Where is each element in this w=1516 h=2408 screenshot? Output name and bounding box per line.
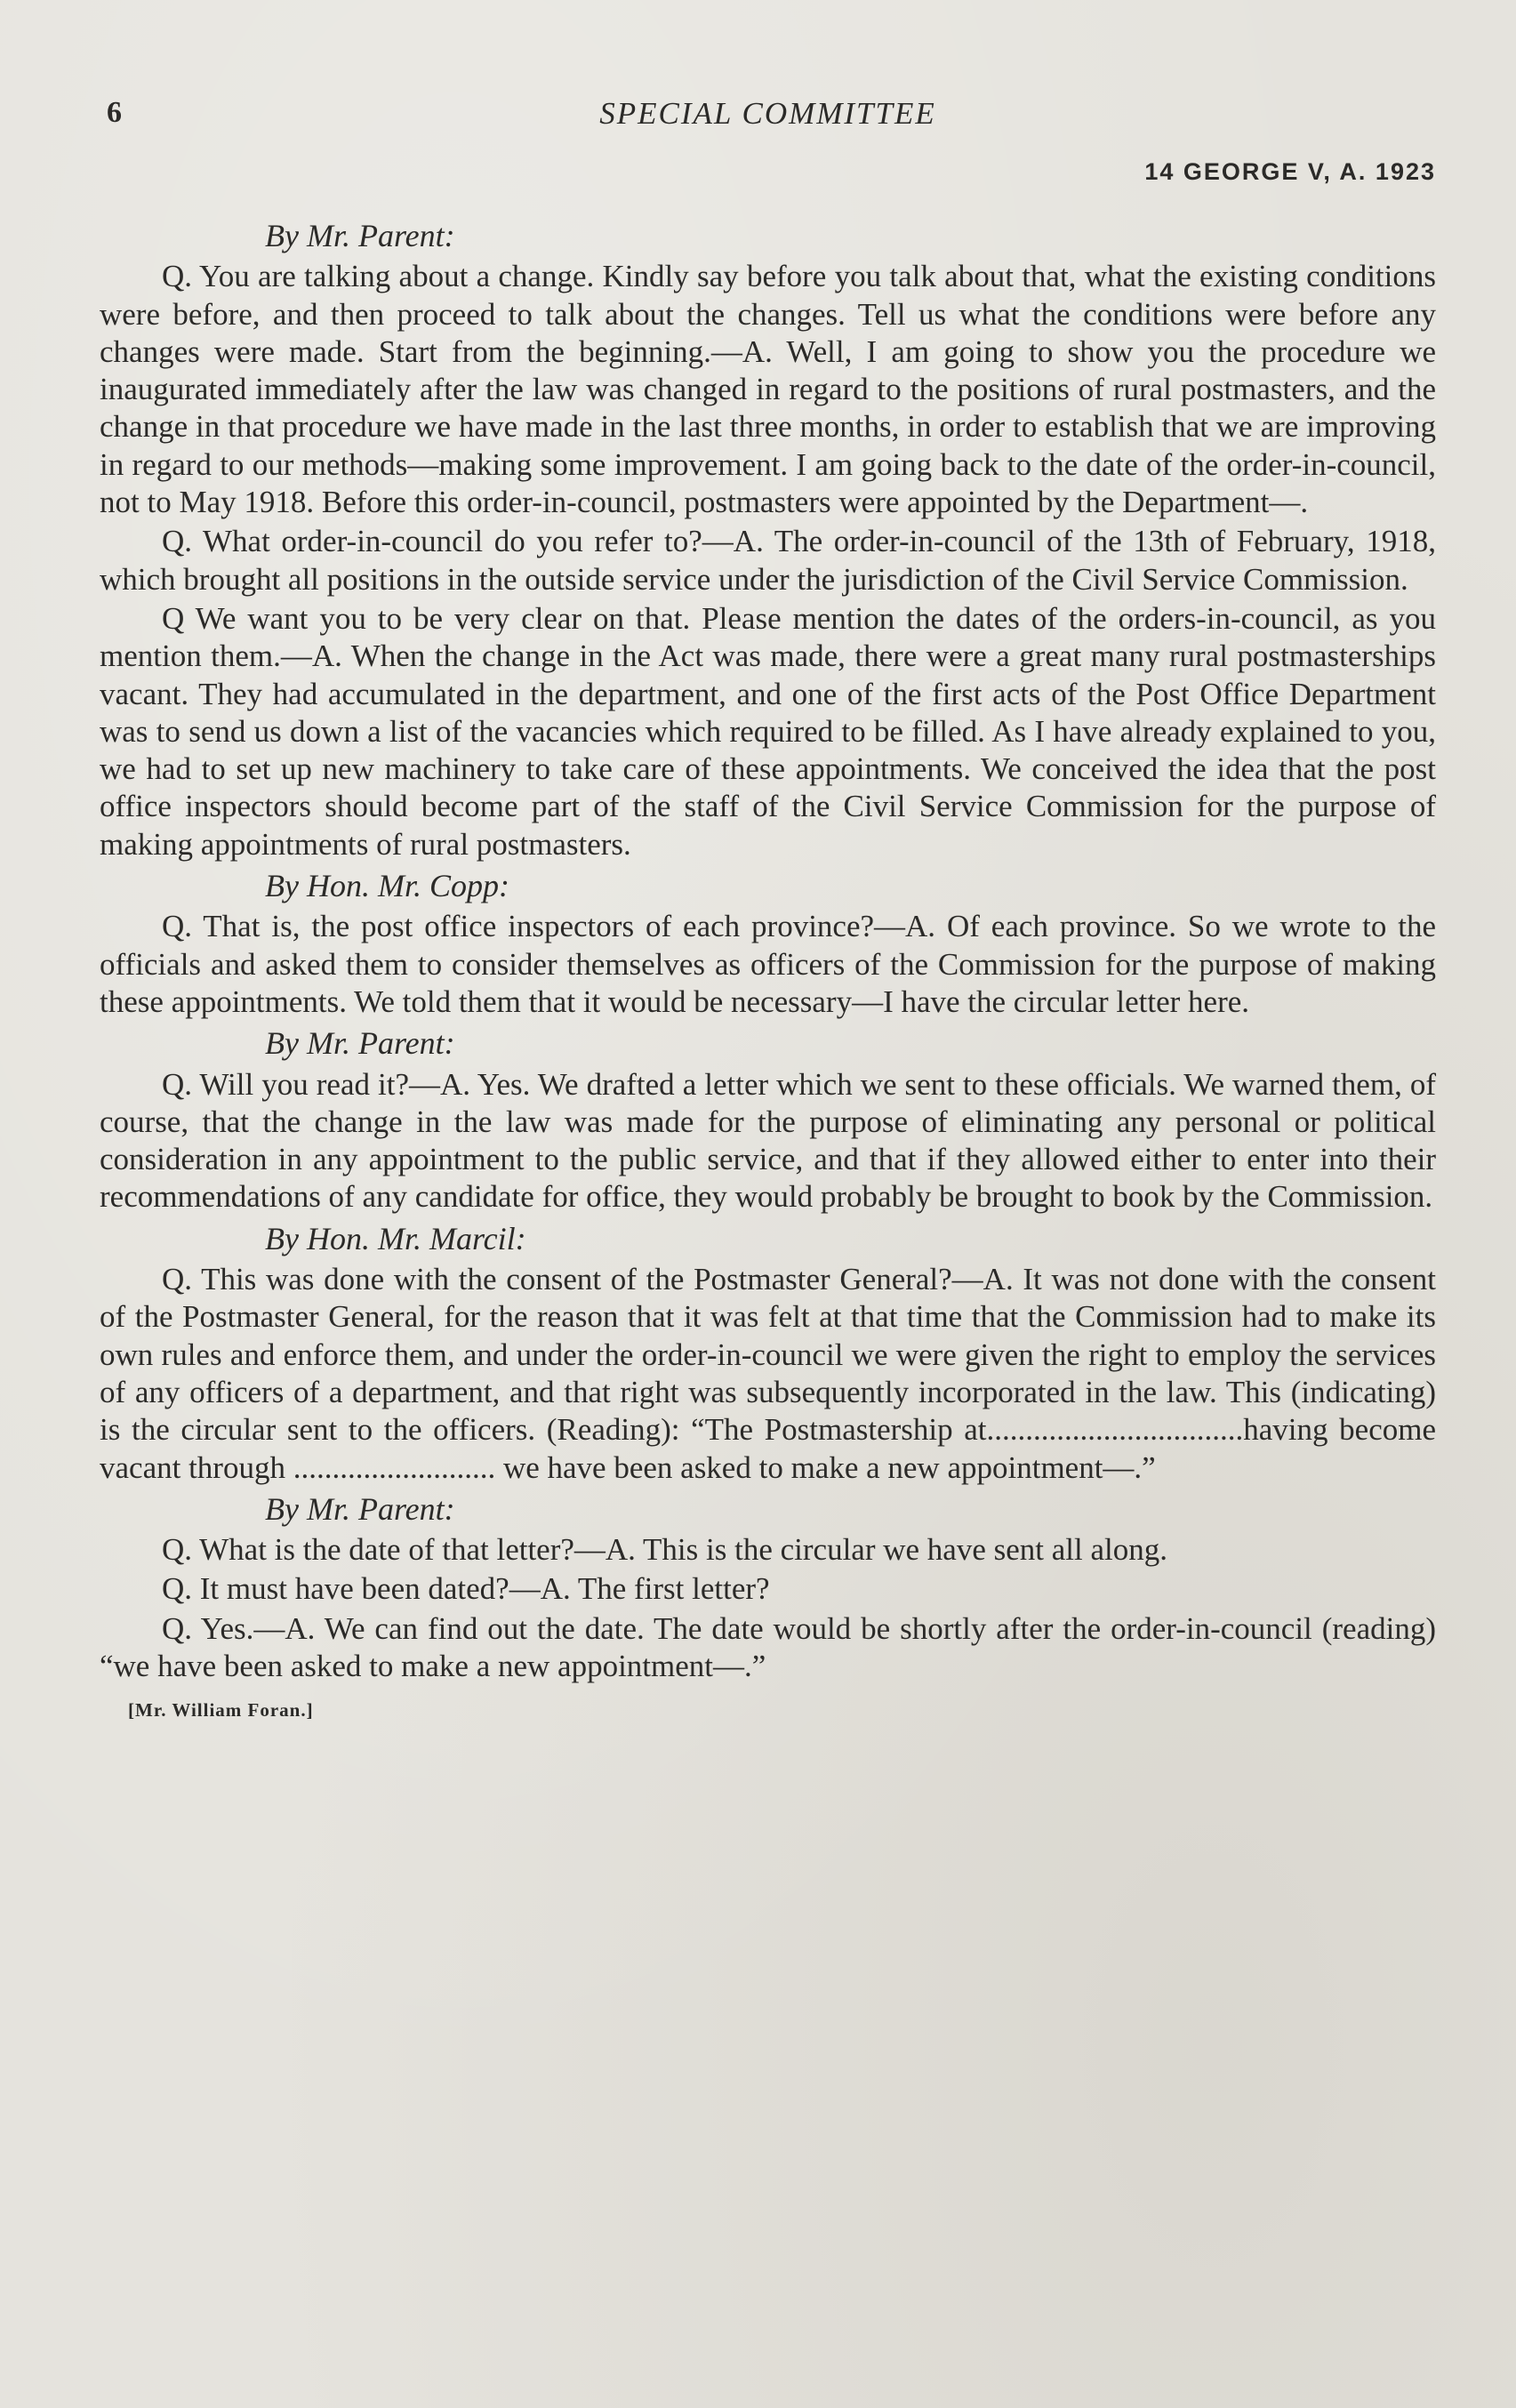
speaker-heading: By Hon. Mr. Copp:: [265, 868, 509, 904]
transcript-body: [100, 217, 1436, 1685]
speaker-heading: By Hon. Mr. Marcil:: [265, 1220, 526, 1256]
page-number: 6: [107, 96, 122, 129]
transcript-paragraph: Q. It must have been dated?—A. The first letter?: [162, 1571, 770, 1607]
page-header: [100, 89, 1436, 213]
running-title: SPECIAL COMMITTEE: [599, 96, 936, 131]
session-reference: 14 GEORGE V, A. 1923: [1144, 158, 1436, 185]
transcript-paragraph: Q. What is the date of that letter?—A. This is the circular we have sent all along.: [162, 1532, 1167, 1568]
transcript-paragraph: Q We want you to be very clear on that. Please mention the dates of the orders-in-council, as you mention them.—A. When the change in the Act was made, there were a great many rural postmasterships vacant. They had accumulated in the department, and one of the first acts of the Post Office Department was to send us down a list of the vacancies which required to be filled. As I have already explained to you, we had to set up new machinery to take care of these appointments. We conceived the idea that the post office inspectors should become part of the staff of the Civil Service Commission for the purpose of making appointments of rural postmasters.: [100, 600, 1436, 862]
transcript-paragraph: Q. What order-in-council do you refer to?—A. The order-in-council of the 13th of February, 1918, which brought all positions in the outside service under the jurisdiction of the Civil Service Commission.: [100, 524, 1436, 597]
speaker-heading: By Mr. Parent:: [265, 1490, 455, 1527]
transcript-paragraph: Q. This was done with the consent of the Postmaster General?—A. It was not done with the consent of the Postmaster General, for the reason that it was felt at that time that the Commission had to make its own rules and enforce them, and under the order-in-council we were given the right to employ the services of any officers of a department, and that right was subsequently incorporated in the law. This (indicating) is the circular sent to the officers. (Reading): “The Postmastership at.................................having become vacant through .......................... we have been asked to make a new appointment—.”: [100, 1262, 1436, 1485]
transcript-paragraph: Q. You are talking about a change. Kindly say before you talk about that, what the existing conditions were before, and then proceed to talk about the changes. Tell us what the conditions were before any changes were made. Start from the beginning.—A. Well, I am going to show you the procedure we inaugurated immediately after the law was changed in regard to the positions of rural postmasters, and the change in that procedure we have made in the last three months, in order to establish that we are improving in regard to our methods—making some improvement. I am going back to the date of the order-in-council, not to May 1918. Before this order-in-council, postmasters were appointed by the Department—.: [100, 259, 1436, 520]
transcript-paragraph: Q. That is, the post office inspectors of each province?—A. Of each province. So we wrote to the officials and asked them to consider themselves as officers of the Commission for the purpose of making these appointments. We told them that it would be necessary—I have the circular letter here.: [100, 909, 1436, 1019]
transcript-paragraph: Q. Yes.—A. We can find out the date. The date would be shortly after the order-in-council (reading) “we have been asked to make a new appointment—.”: [100, 1610, 1436, 1683]
transcript-paragraph: Q. Will you read it?—A. Yes. We drafted a letter which we sent to these officials. We warned them, of course, that the change in the law was made for the purpose of eliminating any personal or political consideration in any appointment to the public service, and that if they allowed either to enter into their recommendations of any candidate for office, they would probably be brought to book by the Commission.: [100, 1066, 1436, 1215]
speaker-heading: By Mr. Parent:: [265, 218, 455, 253]
witness-footer-note: [Mr. William Foran.]: [128, 1699, 314, 1722]
speaker-heading: By Mr. Parent:: [265, 1025, 455, 1062]
